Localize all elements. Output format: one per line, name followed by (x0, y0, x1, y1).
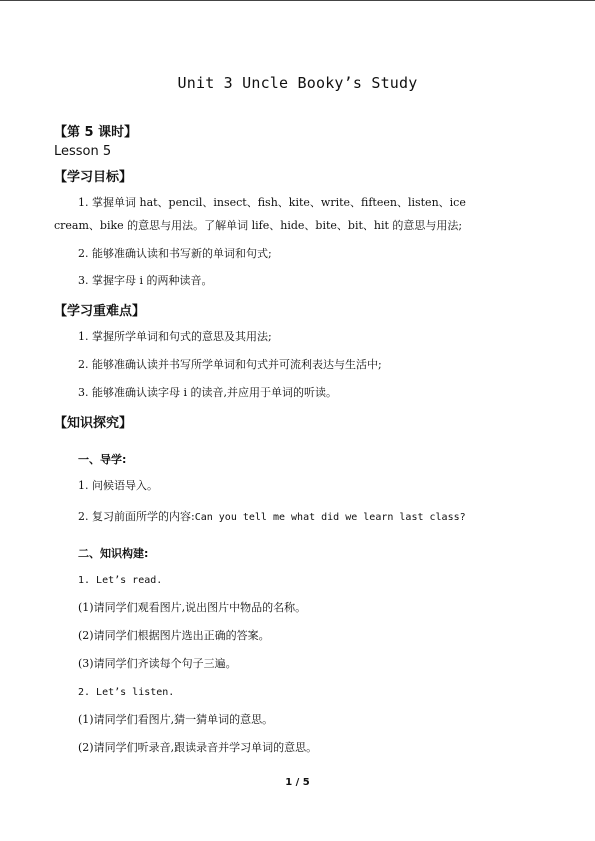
guide-heading: 一、导学: (78, 453, 127, 466)
read-step-3: (3)请同学们齐读每个句子三遍。 (78, 657, 237, 670)
period-heading: 【第 5 课时】 (54, 125, 138, 140)
key-point-item-2: 2. 能够准确认读并书写所学单词和句式并可流利表达与生活中; (78, 358, 382, 371)
objectives-heading: 【学习目标】 (54, 170, 133, 185)
guide-item-2 (78, 510, 466, 525)
read-title: 1. Let’s read. (78, 575, 163, 586)
key-point-item-1: 1. 掌握所学单词和句式的意思及其用法; (78, 330, 272, 343)
listen-step-2: (2)请同学们听录音,跟读录音并学习单词的意思。 (78, 741, 318, 754)
listen-title: 2. Let’s listen. (78, 687, 175, 698)
key-points-heading: 【学习重难点】 (54, 304, 146, 319)
guide-item-2-question: Can you tell me what did we learn last class? (194, 512, 466, 523)
read-step-2: (2)请同学们根据图片选出正确的答案。 (78, 629, 270, 642)
lesson-label: Lesson 5 (54, 144, 112, 159)
key-point-item-3: 3. 能够准确认读字母 i 的读音,并应用于单词的听读。 (78, 386, 337, 399)
page-number: 1 / 5 (285, 777, 310, 788)
guide-item-2-prefix: 2. 复习前面所学的内容: (78, 510, 195, 523)
objective-item-2: 2. 能够准确认读和书写新的单词和句式; (78, 247, 272, 260)
read-step-1: (1)请同学们观看图片,说出图片中物品的名称。 (78, 601, 307, 614)
exploration-heading: 【知识探究】 (54, 416, 133, 431)
document-title: Unit 3 Uncle Booky’s Study (177, 74, 418, 92)
guide-item-1: 1. 问候语导入。 (78, 479, 158, 492)
objective-item-3: 3. 掌握字母 i 的两种读音。 (78, 274, 213, 287)
top-rule (0, 0, 595, 1)
construct-heading: 二、知识构建: (78, 547, 149, 560)
objective-item-1-line-1: 1. 掌握单词 hat、pencil、insect、fish、kite、write、fifteen、listen、ice (78, 196, 466, 209)
listen-step-1: (1)请同学们看图片,猜一猜单词的意思。 (78, 713, 274, 726)
objective-item-1-line-2: cream、bike 的意思与用法。了解单词 life、hide、bite、bit、hit 的意思与用法; (54, 219, 463, 232)
